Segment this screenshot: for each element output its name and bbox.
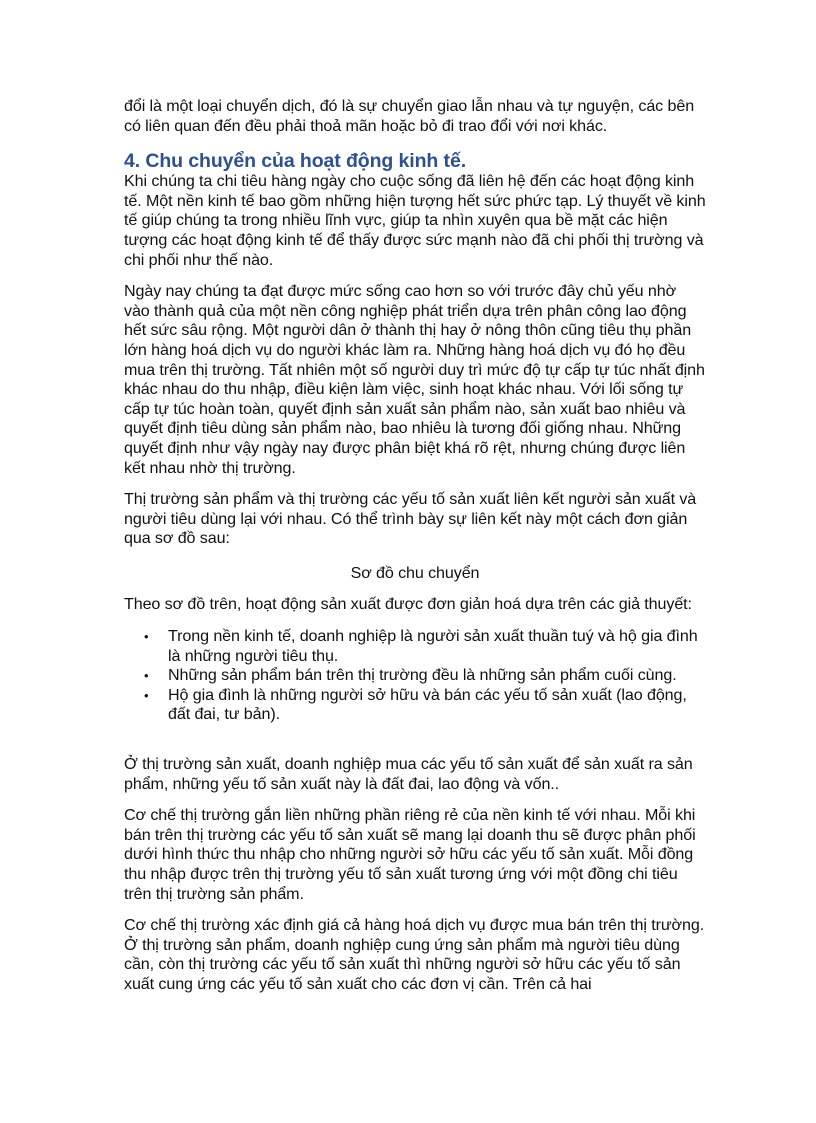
bullet-icon: • — [144, 668, 149, 684]
intro-paragraph: đổi là một loại chuyển dịch, đó là sự chuyển giao lẫn nhau và tự nguyện, các bên có liên quan đến đều phải thoả mãn hoặc bỏ đi trao đổi với nơi khác. — [124, 97, 695, 135]
paragraph-1: Khi chúng ta chi tiêu hàng ngày cho cuộc sống đã liên hệ đến các hoạt động kinh tế. Một nền kinh tế bao gồm những hiện tượng hết sức phức tạp. Lý thuyết về kinh tế giúp chúng ta trong nhiều lĩnh vực, giúp ta nhìn xuyên qua bề mặt các hiện tượng các hoạt động kinh tế để thấy được sức mạnh nào đã chi phối thị trường và chi phối như thế nào. — [124, 172, 706, 269]
list-item-text: Những sản phẩm bán trên thị trường đều là những sản phẩm cuối cùng. — [168, 666, 677, 685]
list-item — [144, 685, 706, 725]
paragraph-4: Theo sơ đồ trên, hoạt động sản xuất được đơn giản hoá dựa trên các giả thuyết: — [124, 595, 692, 614]
assumption-list — [124, 627, 706, 725]
bullet-icon: • — [144, 687, 149, 703]
diagram-caption: Sơ đồ chu chuyển — [350, 563, 480, 582]
paragraph-5: Ở thị trường sản xuất, doanh nghiệp mua các yếu tố sản xuất để sản xuất ra sản phẩm, những yếu tố sản xuất này là đất đai, lao động và vốn.. — [124, 755, 693, 793]
bullet-icon: • — [144, 629, 149, 645]
list-item — [144, 666, 706, 686]
list-item — [144, 627, 706, 666]
document-page — [124, 97, 706, 1007]
section-heading: 4. Chu chuyển của hoạt động kinh tế. — [124, 150, 467, 173]
paragraph-3: Thị trường sản phẩm và thị trường các yếu tố sản xuất liên kết người sản xuất và người tiêu dùng lại với nhau. Có thể trình bày sự liên kết này một cách đơn giản qua sơ đồ sau: — [124, 490, 697, 548]
list-item-text: Hộ gia đình là những người sở hữu và bán các yếu tố sản xuất (lao động, đất đai, tư bản). — [168, 685, 687, 724]
list-item-text: Trong nền kinh tế, doanh nghiệp là người sản xuất thuần tuý và hộ gia đình là những người tiêu thụ. — [168, 627, 698, 665]
paragraph-7: Cơ chế thị trường xác định giá cả hàng hoá dịch vụ được mua bán trên thị trường. Ở thị trường sản phẩm, doanh nghiệp cung ứng sản phẩm mà người tiêu dùng cần, còn thị trường các yếu tố sản xuất thì những người sở hữu các yếu tố sản xuất cung ứng các yếu tố sản xuất cho các đơn vị cần. Trên cả hai — [124, 916, 705, 993]
paragraph-2: Ngày nay chúng ta đạt được mức sống cao hơn so với trước đây chủ yếu nhờ vào thành quả của một nền công nghiệp phát triển dựa trên phân công lao động hết sức sâu rộng. Một người dân ở thành thị hay ở nông thôn cũng tiêu thụ phần lớn hàng hoá dịch vụ do người khác làm ra. Những hàng hoá dịch vụ đó họ đều mua trên thị trường. Tất nhiên một số người duy trì mức độ tự cấp tự túc nhất định khác nhau do thu nhập, điều kiện làm việc, sinh hoạt khác nhau. Với lối sống tự cấp tự túc hoàn toàn, quyết định sản xuất sản phẩm nào, sản xuất bao nhiêu và quyết định tiêu dùng sản phẩm nào, bao nhiêu là tương đối giống nhau. Những quyết định như vậy ngày nay được phân biệt khá rõ rệt, nhưng chúng được liên kết nhau nhờ thị trường. — [124, 282, 705, 477]
paragraph-6: Cơ chế thị trường gắn liền những phần riêng rẻ của nền kinh tế với nhau. Mỗi khi bán trên thị trường các yếu tố sản xuất sẽ mang lại doanh thu sẽ được phân phối dưới hình thức thu nhập cho những người sở hữu các yếu tố sản xuất. Mỗi đồng thu nhập được trên thị trường yếu tố sản xuất tương ứng với một đồng chi tiêu trên thị trường sản phẩm. — [124, 806, 696, 903]
